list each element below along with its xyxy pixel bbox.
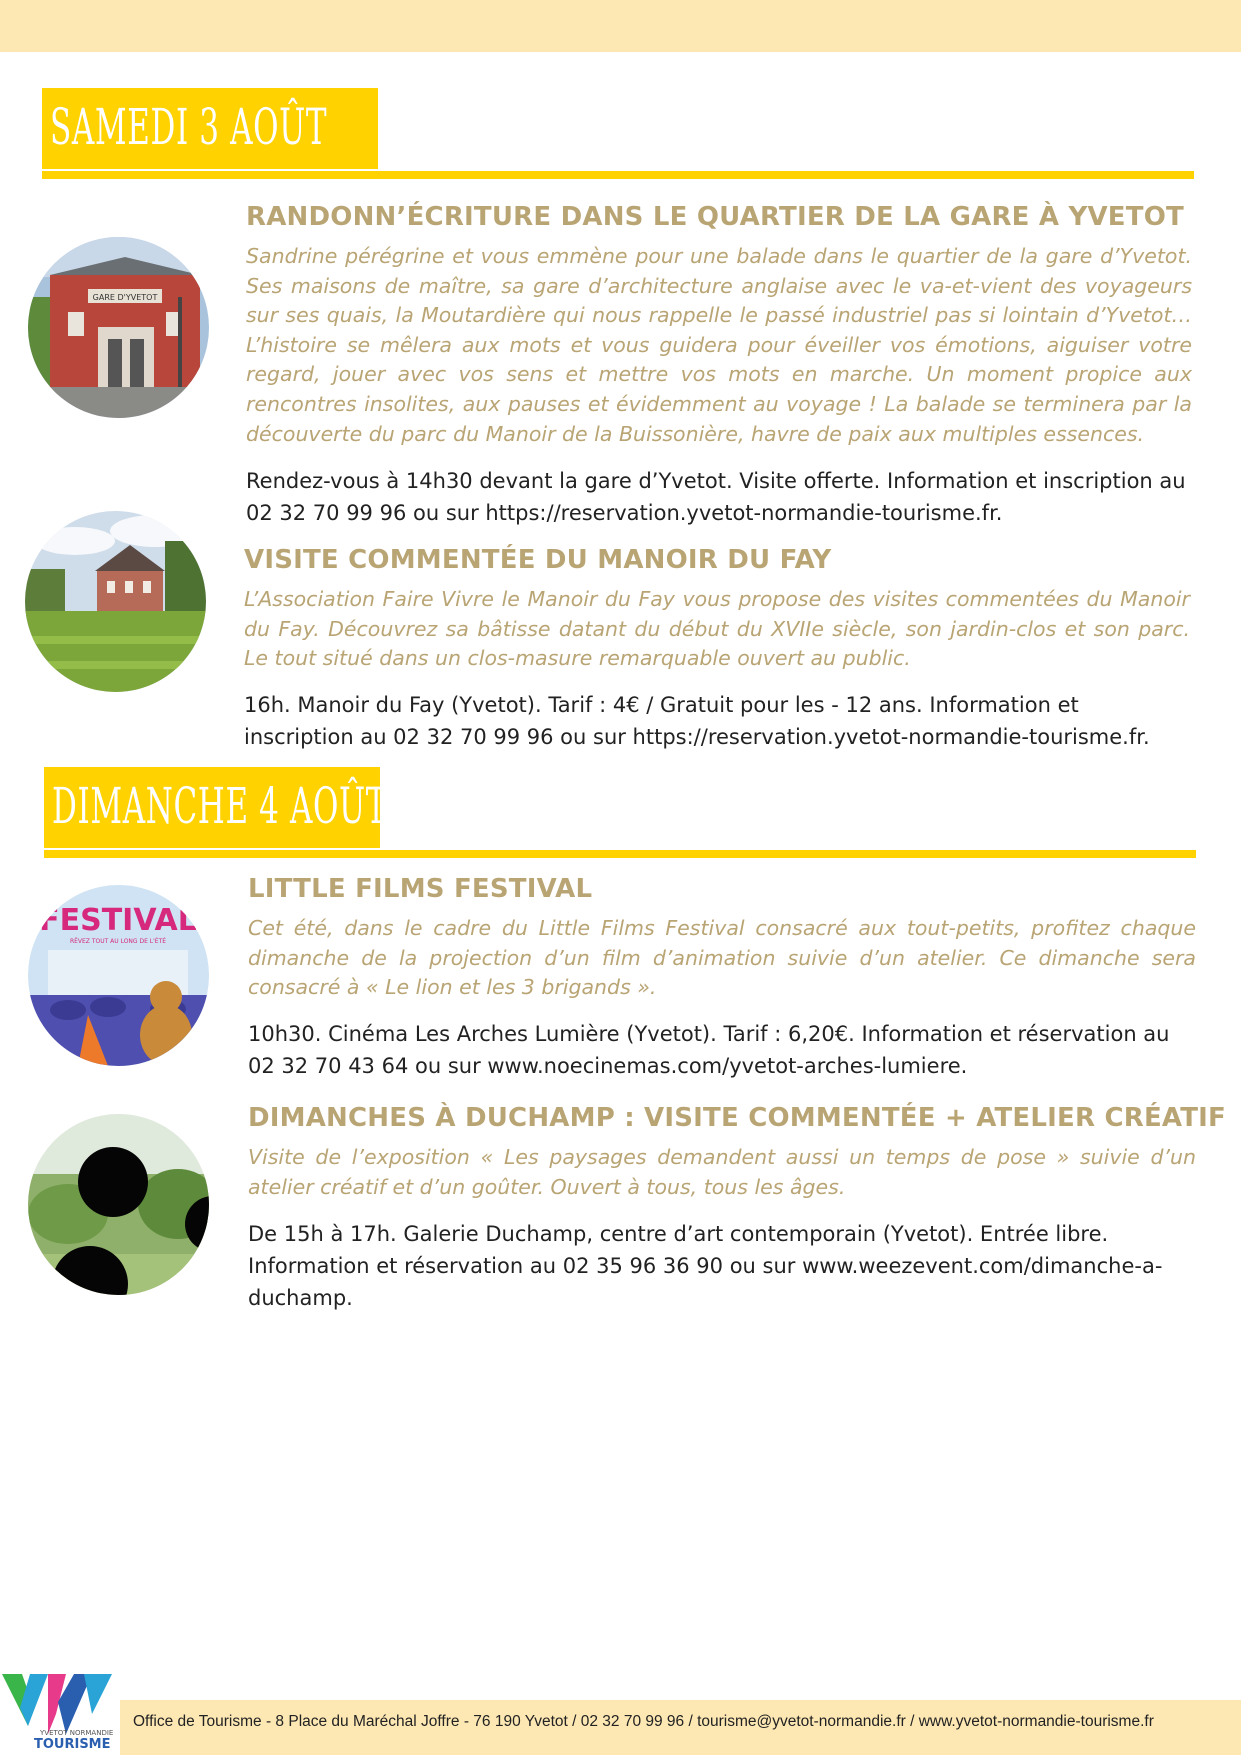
event-description: L’Association Faire Vivre le Manoir du Fay vous propose des visites commentées du Manoir du Fay. Découvrez sa bâtisse datant du début du XVIIe siècle, son jardin-clos et son parc. Le tout situé dans un clos-masure remarquable ouvert au public. bbox=[244, 587, 1190, 671]
day-title: SAMEDI 3 AOÛT bbox=[50, 98, 328, 156]
festival-poster-photo bbox=[28, 885, 209, 1066]
top-band bbox=[0, 0, 1241, 52]
duchamp-photo bbox=[28, 1114, 209, 1295]
day-title: DIMANCHE 4 AOÛT bbox=[52, 777, 388, 835]
event-description: Sandrine pérégrine et vous emmène pour une balade dans le quartier de la gare d’Yvetot. Ses maisons de maître, sa gare d’architecture anglaise avec le va-et-vient des voyageurs sur ses quais, la Moutardière qui nous rappelle le passé industriel pas si lointain d’Yvetot… L’histoire se mêlera aux mots et vous guidera pour éveiller vos émotions, aiguiser votre regard, jouer avec vos sens et mettre vos mots en marche. Un moment propice aux rencontres insolites, aux pauses et évidemment au voyage ! La balade se terminera par la découverte du parc du Manoir de la Buissonière, havre de paix aux multiples essences. bbox=[246, 244, 1192, 446]
day-underline bbox=[42, 171, 1194, 179]
tourisme-logo bbox=[0, 1674, 120, 1750]
poster-subtitle: RÊVEZ TOUT AU LONG DE L'ÉTÉ bbox=[69, 938, 167, 945]
event-info: 10h30. Cinéma Les Arches Lumière (Yvetot). Tarif : 6,20€. Information et réservation au 02 32 70 43 64 ou sur www.noecinemas.com/yvetot-arches-lumiere. bbox=[248, 1022, 1170, 1078]
poster-title: FESTIVAL bbox=[39, 903, 197, 938]
event-description: Visite de l’exposition « Les paysages demandent aussi un temps de pose » suivie d’un atelier créatif et d’un goûter. Ouvert à tous, tous les âges. bbox=[248, 1145, 1196, 1199]
event-title: VISITE COMMENTÉE DU MANOIR DU FAY bbox=[244, 545, 832, 575]
logo-brand-text: TOURISME bbox=[34, 1737, 111, 1750]
day-underline bbox=[44, 850, 1196, 858]
event-description: Cet été, dans le cadre du Little Films Festival consacré aux tout-petits, profitez chaque dimanche de la projection d’un film d’animation suivie d’un atelier. Ce dimanche sera consacré à « Le lion et les 3 brigands ». bbox=[248, 916, 1196, 1000]
event-info: De 15h à 17h. Galerie Duchamp, centre d’art contemporain (Yvetot). Entrée libre. Information et réservation au 02 35 96 36 90 ou sur www.weezevent.com/dimanche-a-duchamp. bbox=[248, 1222, 1163, 1310]
day-label-box bbox=[44, 767, 388, 848]
manoir-photo bbox=[25, 511, 206, 692]
day-label-box bbox=[42, 88, 378, 169]
gare-sign-text: GARE D'YVETOT bbox=[92, 293, 158, 302]
event-info: Rendez-vous à 14h30 devant la gare d’Yvetot. Visite offerte. Information et inscription au 02 32 70 99 96 ou sur https://reservation.yvetot-normandie-tourisme.fr. bbox=[246, 469, 1186, 525]
event-title: DIMANCHES À DUCHAMP : VISITE COMMENTÉE + ATELIER CRÉATIF bbox=[248, 1103, 1226, 1133]
logo-top-text: YVETOT NORMANDIE bbox=[40, 1729, 114, 1737]
event-info: 16h. Manoir du Fay (Yvetot). Tarif : 4€ / Gratuit pour les - 12 ans. Information et inscription au 02 32 70 99 96 ou sur https://reservation.yvetot-normandie-tourisme.fr. bbox=[244, 693, 1150, 749]
gare-photo bbox=[28, 237, 209, 418]
day-header-dimanche bbox=[44, 767, 1196, 858]
event-title: RANDONN’ÉCRITURE DANS LE QUARTIER DE LA GARE À YVETOT bbox=[246, 202, 1184, 232]
footer-contact-text: Office de Tourisme - 8 Place du Maréchal Joffre - 76 190 Yvetot / 02 32 70 99 96 / tourisme@yvetot-normandie.fr / www.yvetot-normandie-tourisme.fr bbox=[133, 1713, 1154, 1730]
event-title: LITTLE FILMS FESTIVAL bbox=[248, 874, 593, 904]
day-header-samedi bbox=[42, 88, 1194, 179]
